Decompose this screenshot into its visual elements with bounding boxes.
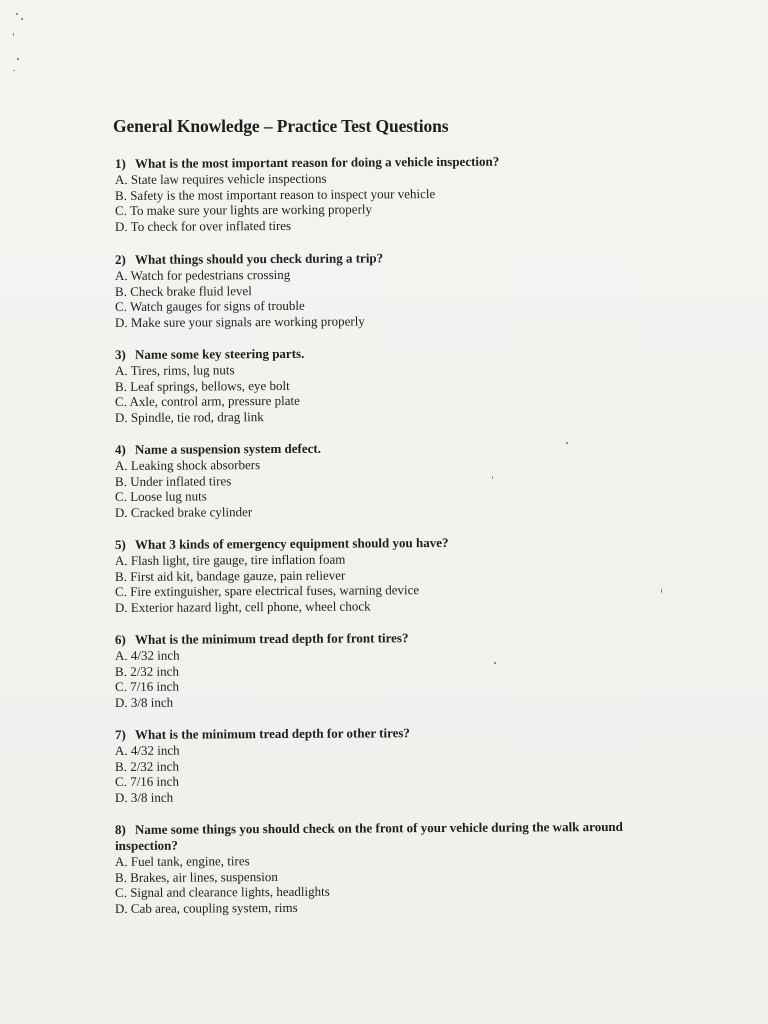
question-number: 4) bbox=[114, 441, 126, 457]
answer-option-c: C. Watch gauges for signs of trouble bbox=[114, 298, 305, 315]
question-1 bbox=[114, 153, 675, 234]
answer-option-a: A. Watch for pedestrians crossing bbox=[114, 266, 291, 283]
answer-option-d: D. Exterior hazard light, cell phone, wheel chock bbox=[114, 598, 371, 615]
question-number: 1) bbox=[114, 155, 126, 171]
answer-option-d: D. 3/8 inch bbox=[114, 694, 174, 710]
answer-option-b: B. 2/32 inch bbox=[114, 758, 179, 774]
answer-option-c: C. To make sure your lights are working properly bbox=[114, 201, 373, 219]
question-6 bbox=[115, 632, 675, 710]
scan-speck bbox=[13, 33, 14, 36]
answer-option-b: B. Check brake fluid level bbox=[114, 282, 252, 299]
answer-option-a: A. Leaking shock absorbers bbox=[114, 457, 261, 473]
answer-option-b: B. Brakes, air lines, suspension bbox=[114, 868, 278, 885]
question-number: 6) bbox=[114, 631, 126, 647]
question-number: 2) bbox=[114, 251, 126, 267]
answer-option-a: A. Flash light, tire gauge, tire inflation foam bbox=[114, 551, 346, 568]
answer-option-a: A. 4/32 inch bbox=[114, 647, 180, 663]
answer-option-b: B. First aid kit, bandage gauze, pain reliever bbox=[114, 567, 346, 584]
answer-option-a: A. 4/32 inch bbox=[114, 742, 180, 758]
question-prompt: What is the minimum tread depth for front tires? bbox=[134, 630, 409, 647]
answer-option-c: C. 7/16 inch bbox=[114, 773, 179, 790]
answer-option-b: B. Under inflated tires bbox=[114, 472, 232, 489]
question-prompt: Name some key steering parts. bbox=[134, 345, 305, 362]
question-number: 8) bbox=[114, 821, 126, 837]
answer-option-c: C. Axle, control arm, pressure plate bbox=[114, 393, 300, 410]
answer-option-a: A. State law requires vehicle inspections bbox=[114, 170, 327, 187]
question-prompt: What is the minimum tread depth for other tires? bbox=[134, 725, 410, 742]
answer-option-b: B. 2/32 inch bbox=[114, 663, 179, 679]
scan-speck bbox=[13, 70, 15, 71]
answer-option-d: D. Spindle, tie rod, drag link bbox=[114, 408, 264, 425]
question-4 bbox=[115, 442, 675, 520]
answer-option-a: A. Fuel tank, engine, tires bbox=[114, 853, 250, 869]
answer-option-c: C. Signal and clearance lights, headlights bbox=[114, 883, 330, 901]
question-7 bbox=[115, 727, 675, 805]
answer-option-b: B. Safety is the most important reason to inspect your vehicle bbox=[114, 185, 436, 203]
answer-option-b: B. Leaf springs, bellows, eye bolt bbox=[114, 377, 290, 394]
answer-option-d: D. Cracked brake cylinder bbox=[114, 503, 253, 520]
scan-speck bbox=[17, 58, 19, 60]
answer-option-d: D. Make sure your signals are working properly bbox=[114, 313, 365, 330]
question-2 bbox=[115, 252, 675, 330]
question-prompt: What things should you check during a trip? bbox=[134, 250, 384, 267]
question-3 bbox=[115, 347, 675, 425]
answer-option-d: D. 3/8 inch bbox=[114, 789, 174, 805]
question-number: 5) bbox=[114, 536, 126, 552]
question-number: 3) bbox=[114, 346, 126, 362]
question-prompt: Name some things you should check on the front of your vehicle during the walk around inspection? bbox=[115, 818, 623, 853]
question-prompt: What 3 kinds of emergency equipment should you have? bbox=[134, 534, 449, 552]
scan-speck bbox=[16, 13, 18, 15]
question-number: 7) bbox=[114, 726, 126, 742]
question-text bbox=[115, 819, 675, 854]
answer-option-d: D. Cab area, coupling system, rims bbox=[114, 899, 298, 916]
question-prompt: What is the most important reason for doing a vehicle inspection? bbox=[134, 153, 500, 171]
page-title: General Knowledge – Practice Test Questions bbox=[113, 116, 449, 136]
answer-option-c: C. Loose lug nuts bbox=[114, 488, 207, 505]
answer-option-d: D. To check for over inflated tires bbox=[114, 217, 292, 234]
answer-option-a: A. Tires, rims, lug nuts bbox=[114, 362, 235, 378]
question-prompt: Name a suspension system defect. bbox=[134, 440, 322, 457]
question-8 bbox=[114, 818, 675, 916]
answer-option-c: C. Fire extinguisher, spare electrical fuses, warning device bbox=[114, 582, 420, 600]
scan-speck bbox=[21, 18, 23, 20]
question-5 bbox=[114, 534, 675, 615]
answer-option-c: C. 7/16 inch bbox=[114, 678, 179, 695]
